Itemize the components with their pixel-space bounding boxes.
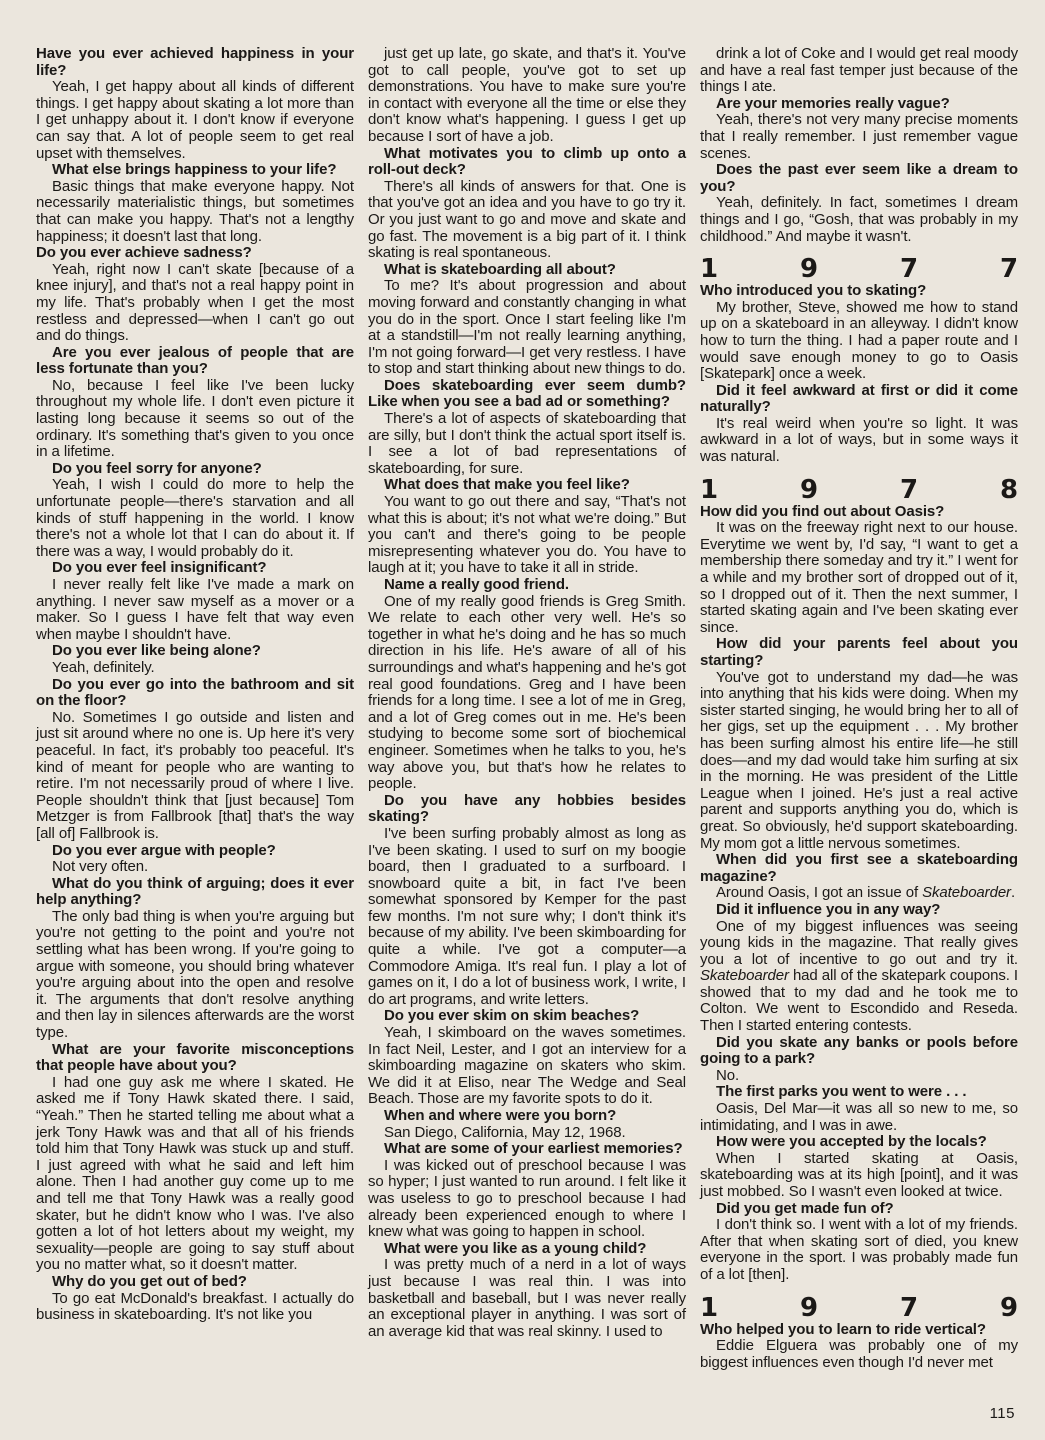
- interview-question: [36, 1042, 354, 1075]
- answer-text: No, because I feel like I've been lucky throughout my whole life. I don't even picture it lasting long because it seems so out of the ordinary. It's something that's given to you once in a lifetime.: [36, 376, 354, 461]
- question-text: Name a really good friend.: [384, 576, 569, 593]
- question-text: Are your memories really vague?: [716, 94, 950, 112]
- question-text: How did you find out about Oasis?: [700, 502, 945, 520]
- interview-answer: [36, 179, 354, 245]
- year-digit: 1: [700, 474, 718, 505]
- year-digit: 9: [800, 254, 818, 285]
- interview-answer: [368, 179, 686, 262]
- answer-text: I've been surfing probably almost as long as I've been skating. I used to surf on my boogie board, then I graduated to a surfboard. I snowboard quite a bit, in fact I've been somewhat sponsored by Kemper for the past few months. I'm not sure why; I don't think it's because of my ability. I've been skimboarding for quite a while. I've got a computer—a Commodore Amiga. It's real fun. I play a lot of games on it, I do a lot of business work, I write, I do art programs, and write letters.: [368, 824, 686, 1008]
- interview-answer: [36, 1291, 354, 1324]
- question-text: Did it influence you in any way?: [716, 900, 941, 918]
- year-heading: [700, 1294, 1018, 1322]
- answer-text: just get up late, go skate, and that's it. You've got to call people, you've got to set up demonstrations. You have to make sure you're in contact with everyone all the time or else they don't know what's happening. I guess I get up because I sort of have a job.: [368, 45, 686, 145]
- magazine-title: Skateboarder: [700, 967, 789, 985]
- answer-text: There's all kinds of answers for that. One is that you've got an idea and you have to go try it. Or you just want to go and move and skate and go fast. The movement is a big part of it. I think skating is real spontaneous.: [368, 177, 686, 262]
- interview-answer: [368, 594, 686, 793]
- answer-text: Yeah, definitely. In fact, sometimes I dream things and I go, “Gosh, that was probably in my childhood.” And maybe it wasn't.: [700, 194, 1018, 245]
- interview-question: [700, 1035, 1018, 1068]
- question-text: Do you ever achieve sadness?: [36, 244, 252, 262]
- answer-text-tail: had all of the skatepark coupons. I showed that to my dad and he took me to Colton. We went to Escondido and Reseda. Then I started entering contests.: [700, 967, 1018, 1035]
- answer-text: I don't think so. I went with a lot of my friends. After that when skating sort of died, you knew everyone in the sport. I was probably made fun of a lot [then].: [700, 1216, 1018, 1283]
- interview-answer: [368, 494, 686, 577]
- answer-text: drink a lot of Coke and I would get real moody and have a real fast temper just because of the things I ate.: [700, 45, 1018, 96]
- question-text: Do you ever feel insignificant?: [52, 559, 267, 577]
- interview-question: [368, 1108, 686, 1125]
- question-text: Have you ever achieved happiness in your life?: [36, 45, 354, 79]
- question-text: Did it feel awkward at first or did it come naturally?: [700, 381, 1018, 416]
- interview-answer: [36, 660, 354, 677]
- interview-question: [368, 146, 686, 179]
- answer-text: I had one guy ask me where I skated. He asked me if Tony Hawk skated there. I said, “Yeah.” Then he started telling me about what a jerk Tony Hawk was and that all of his friends told him that Tony Hawk was stuck up and stuff. I just agreed with what he said and left him alone. Then I had another guy come up to me and tell me that Tony Hawk was a really good skater, but he didn't know who I was. I've also gotten a lot of hot letters about my weight, my sexuality—people are going to say stuff about you no matter what, so it doesn't matter.: [36, 1073, 354, 1274]
- question-text: What do you think of arguing; does it ever help anything?: [36, 874, 354, 909]
- interview-answer: [36, 909, 354, 1042]
- question-text: What are your favorite misconceptions that people have about you?: [36, 1040, 354, 1075]
- page-number: 115: [989, 1405, 1015, 1422]
- interview-question: [700, 383, 1018, 416]
- interview-answer: [368, 278, 686, 378]
- interview-answer: [700, 46, 1018, 96]
- year-digit: 9: [800, 1292, 818, 1323]
- question-text: When and where were you born?: [384, 1107, 617, 1124]
- answer-text: One of my biggest influences was seeing young kids in the magazine. That really gives you a lot of incentive to go out and try it.: [700, 917, 1018, 968]
- answer-text: There's a lot of aspects of skateboarding that are silly, but I don't think the actual sport itself is. I see a lot of bad representations of skateboarding, for sure.: [368, 410, 686, 477]
- answer-text: To me? It's about progression and about moving forward and constantly changing in what you do in the sport. Once I start feeling like I'm at a standstill—I'm not really learning anything, I'm not going forward—I get very restless. I have to stop and start thinking about new things to do.: [368, 277, 686, 378]
- answer-text: It was on the freeway right next to our house. Everytime we went by, I'd say, “I want to get a membership there someday and try it.” I went for a while and my brother sort of dropped out of it, so I dropped out of it. Then the next summer, I started skating again and I've been skating ever since.: [700, 519, 1018, 636]
- answer-text: Eddie Elguera was probably one of my biggest influences even though I'd never met: [700, 1337, 1018, 1371]
- year-digit: 7: [900, 254, 918, 285]
- answer-text: You've got to understand my dad—he was into anything that his kids were doing. When my sister started singing, he would bring her to all of her gigs, set up the equipment . . . My brother has been surfing almost his entire life—he still does—and my dad would take him surfing at six in the morning. He was president of the Little League when I joined. He's just a real active parent and supports anything you do, which is great. So obviously, he'd support skateboarding. My mom got a little nervous sometimes.: [700, 668, 1018, 852]
- answer-text: When I started skating at Oasis, skateboarding was at its high [point], and it was just mobbed. So I wasn't even looked at twice.: [700, 1149, 1018, 1200]
- interview-answer: [368, 1125, 686, 1142]
- interview-question: [368, 262, 686, 279]
- interview-answer: [36, 262, 354, 345]
- interview-question: [700, 283, 1018, 300]
- interview-answer: [700, 416, 1018, 466]
- interview-question: [36, 245, 354, 262]
- interview-answer: [700, 919, 1018, 1035]
- question-text: The first parks you went to were . . .: [716, 1083, 967, 1101]
- answer-text: No.: [716, 1066, 740, 1084]
- interview-answer: [368, 411, 686, 477]
- year-digit: 9: [1000, 1292, 1018, 1323]
- year-heading: [700, 476, 1018, 504]
- interview-question: [700, 852, 1018, 885]
- interview-answer: [700, 520, 1018, 636]
- answer-text: To go eat McDonald's breakfast. I actually do business in skateboarding. It's not like you: [36, 1289, 354, 1324]
- interview-question: [36, 162, 354, 179]
- answer-text-tail: .: [1010, 884, 1016, 902]
- answer-text: Not very often.: [52, 858, 149, 876]
- interview-question: [36, 46, 354, 79]
- year-digit: 9: [800, 474, 818, 505]
- interview-answer: [700, 300, 1018, 383]
- answer-text: Yeah, I skimboard on the waves sometimes. In fact Neil, Lester, and I got an interview for a skimboarding magazine on skaters who skim. We did it at Eliso, near The Wedge and Seal Beach. Those are my favorite spots to do it.: [368, 1024, 686, 1108]
- interview-answer: [368, 1025, 686, 1108]
- answer-text: Yeah, there's not very many precise moments that I really remember. I just remember vague scenes.: [700, 111, 1018, 162]
- interview-answer: [36, 477, 354, 560]
- question-text: Does the past ever seem like a dream to you?: [700, 161, 1018, 195]
- interview-question: [700, 162, 1018, 195]
- question-text: Why do you get out of bed?: [52, 1272, 247, 1290]
- interview-answer: [700, 195, 1018, 245]
- question-text: How were you accepted by the locals?: [716, 1133, 987, 1151]
- interview-answer: [368, 1158, 686, 1241]
- question-text: When did you first see a skateboarding magazine?: [700, 851, 1018, 885]
- interview-answer: [368, 1257, 686, 1340]
- question-text: What else brings happiness to your life?: [52, 161, 337, 179]
- year-digit: 8: [1000, 474, 1018, 505]
- interview-answer: [700, 1101, 1018, 1134]
- question-text: Do you ever like being alone?: [52, 642, 261, 660]
- answer-text: The only bad thing is when you're arguing but you're not getting to the point and you're not settling what has been wrong. If you're going to argue with someone, you should bring whatever you're arguing about into the open and resolve it. The arguments that don't resolve anything and then lay in silences afterwards are the worst type.: [36, 907, 354, 1042]
- answer-text: I never really felt like I've made a mark on anything. I never saw myself as a mover or a maker. So I guess I have felt that way even when maybe I shouldn't have.: [36, 576, 354, 643]
- interview-answer: [368, 826, 686, 1009]
- interview-question: [700, 1201, 1018, 1218]
- interview-question: [700, 1134, 1018, 1151]
- question-text: What does that make you feel like?: [384, 476, 630, 494]
- interview-answer: [36, 577, 354, 643]
- question-text: What is skateboarding all about?: [384, 260, 616, 278]
- interview-question: [36, 1274, 354, 1291]
- question-text: What were you like as a young child?: [384, 1239, 647, 1257]
- question-text: Do you ever skim on skim beaches?: [384, 1007, 640, 1025]
- interview-answer: [700, 670, 1018, 853]
- column-1: [36, 46, 354, 1324]
- column-2: [368, 46, 686, 1340]
- year-digit: 7: [900, 1292, 918, 1323]
- answer-text: One of my really good friends is Greg Smith. We relate to each other very well. He's so together in what he's doing and he has so much direction in his life. He's aware of all of his surroundings and what's happening and he's got real good foundations. Greg and I have been friends for a long time. I see a lot of me in Greg, and a lot of Greg comes out in me. He's been studying to become some sort of biochemical engineer. Sometimes when he talks to you, he's way above you, but that's how he relates to people.: [368, 592, 686, 793]
- interview-answer: [36, 79, 354, 162]
- question-text: Did you get made fun of?: [716, 1199, 894, 1217]
- answer-text: Yeah, I wish I could do more to help the unfortunate people—there's starvation and all kinds of stuff happening in the world. I know there's not a whole lot that I can do about it. If there was a way, I would probably do it.: [36, 476, 354, 560]
- question-text: Did you skate any banks or pools before going to a park?: [700, 1033, 1018, 1068]
- interview-answer: [700, 1068, 1018, 1085]
- interview-question: [368, 1241, 686, 1258]
- question-text: What are some of your earliest memories?: [384, 1140, 683, 1158]
- interview-answer: [36, 378, 354, 461]
- answer-text: Yeah, definitely.: [52, 658, 155, 676]
- year-heading: [700, 255, 1018, 283]
- interview-answer: [700, 1151, 1018, 1201]
- answer-text: No. Sometimes I go outside and listen and just sit around where no one is. Up here it's very peaceful. In fact, it's probably too peaceful. It's kind of meant for people who are wanting to retire. I'm not necessarily proud of where I live. People shouldn't think that [just because] Tom Metzger is from Fallbrook [that] that's the way [all of] Fallbrook is.: [36, 708, 354, 842]
- question-text: Who helped you to learn to ride vertical?: [700, 1320, 986, 1338]
- interview-question: [700, 96, 1018, 113]
- question-text: What motivates you to climb up onto a roll-out deck?: [368, 144, 686, 179]
- interview-question: [700, 902, 1018, 919]
- interview-question: [368, 378, 686, 411]
- interview-question: [368, 1008, 686, 1025]
- answer-text: Around Oasis, I got an issue of: [716, 884, 923, 902]
- answer-text: You want to go out there and say, “That's not what this is about; it's not what we're doing.” But you can't and there's going to be people misrepresenting whatever you do. You have to laugh at it; you have to take it all in stride.: [368, 493, 686, 577]
- interview-question: [368, 577, 686, 594]
- interview-answer: [36, 1075, 354, 1274]
- answer-text: My brother, Steve, showed me how to stand up on a skateboard in an alleyway. I didn't know how to turn the thing. I had a paper route and I would save enough money to go to Oasis [Skatepark] once a week.: [700, 298, 1018, 383]
- interview-question: [368, 793, 686, 826]
- question-text: Do you have any hobbies besides skating?: [368, 791, 686, 826]
- interview-answer: [700, 1217, 1018, 1283]
- question-text: Do you ever go into the bathroom and sit on the floor?: [36, 675, 354, 710]
- answer-text: It's real weird when you're so light. It was awkward in a lot of ways, but in some ways it was natural.: [700, 414, 1018, 466]
- interview-answer: [700, 112, 1018, 162]
- question-text: Who introduced you to skating?: [700, 282, 927, 300]
- answer-text: I was pretty much of a nerd in a lot of ways just because I was real thin. I was into basketball and baseball, but I was never really an exceptional player in anything. I was sort of an average kid that was real skinny. I used to: [368, 1256, 686, 1340]
- year-digit: 7: [900, 474, 918, 505]
- interview-question: [36, 345, 354, 378]
- magazine-title: Skateboarder: [922, 884, 1011, 902]
- interview-answer: [368, 46, 686, 146]
- answer-text: San Diego, California, May 12, 1968.: [384, 1123, 626, 1141]
- interview-question: [36, 560, 354, 577]
- interview-question: [36, 643, 354, 660]
- answer-text: Oasis, Del Mar—it was all so new to me, so intimidating, and I was in awe.: [700, 1100, 1018, 1134]
- interview-question: [36, 677, 354, 710]
- year-digit: 1: [700, 1292, 718, 1323]
- interview-question: [700, 504, 1018, 521]
- interview-question: [368, 477, 686, 494]
- interview-question: [700, 1322, 1018, 1339]
- interview-question: [36, 876, 354, 909]
- question-text: Are you ever jealous of people that are less fortunate than you?: [36, 343, 354, 378]
- interview-question: [368, 1141, 686, 1158]
- interview-question: [36, 461, 354, 478]
- interview-answer: [36, 710, 354, 843]
- column-3: [700, 46, 1018, 1371]
- answer-text: I was kicked out of preschool because I was so hyper; I just wanted to run around. I felt like it was useless to go to preschool because I had already been experienced enough to where I knew what was going to happen in school.: [368, 1156, 686, 1241]
- answer-text: Yeah, right now I can't skate [because of a knee injury], and that's not a real happy point in my life. That's probably when I get the most restless and depressed—when I can't go out and do things.: [36, 260, 354, 345]
- interview-answer: [700, 885, 1018, 902]
- interview-answer: [700, 1338, 1018, 1371]
- year-digit: 1: [700, 254, 718, 285]
- interview-question: [36, 843, 354, 860]
- interview-question: [700, 636, 1018, 669]
- magazine-page: [36, 46, 1018, 1406]
- question-text: Do you feel sorry for anyone?: [52, 459, 262, 477]
- answer-text: Yeah, I get happy about all kinds of different things. I get happy about skating a lot more than I get unhappy about it. I don't know if everyone can say that. A lot of people seem to get real upset with themselves.: [36, 78, 354, 162]
- interview-question: [700, 1084, 1018, 1101]
- question-text: Does skateboarding ever seem dumb? Like when you see a bad ad or something?: [368, 376, 686, 411]
- year-digit: 7: [1000, 254, 1018, 285]
- interview-answer: [36, 859, 354, 876]
- answer-text: Basic things that make everyone happy. Not necessarily materialistic things, but sometimes that can make you happy. That's not a lengthy happiness; it doesn't last that long.: [36, 177, 354, 245]
- question-text: Do you ever argue with people?: [52, 841, 276, 859]
- question-text: How did your parents feel about you starting?: [700, 635, 1018, 669]
